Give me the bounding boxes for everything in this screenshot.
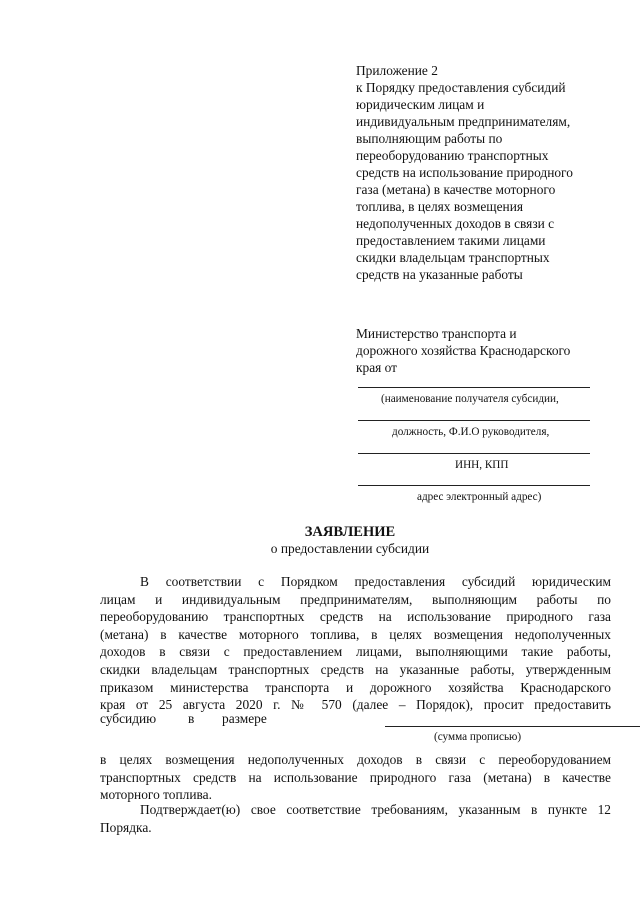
annex-line: средств на указанные работы (356, 267, 523, 282)
amount-word-in: в (188, 711, 195, 726)
annex-line: топлива, в целях возмещения (356, 199, 524, 214)
annex-line: газа (метана) в качестве моторного (356, 182, 556, 197)
position-caption: должность, Ф.И.О руководителя, (392, 426, 550, 438)
paragraph-line: переоборудованию транспортных средств на использование природного газа (100, 609, 611, 625)
position-line[interactable] (358, 420, 590, 421)
addressee-line: Министерство транспорта и (356, 326, 517, 341)
annex-line: скидки владельцам транспортных (356, 250, 550, 265)
paragraph-line: края от 25 августа 2020 г. № 570 (далее – Порядок), просит предоставить (100, 697, 611, 713)
annex-line: выполняющим работы по (356, 131, 503, 146)
annex-header (356, 62, 618, 283)
paragraph-line: транспортных средств на использование природного газа (метана) в качестве (100, 769, 611, 785)
amount-caption: (сумма прописью) (434, 731, 522, 743)
amount-word-size: размере (222, 711, 267, 726)
addressee-line: дорожного хозяйства Краснодарского (356, 343, 571, 358)
addressee-line: края от (356, 360, 398, 375)
document-title: ЗАЯВЛЕНИЕ (304, 524, 396, 540)
annex-line: переоборудованию транспортных (356, 148, 549, 163)
paragraph-line: Порядка. (100, 819, 152, 835)
amount-word-subsidy: субсидию (100, 711, 157, 726)
paragraph-line: скидки владельцам транспортных средств на указанные работы, утвержденным (100, 661, 611, 677)
annex-line: индивидуальным предпринимателям, (356, 114, 571, 129)
paragraph-line: моторного топлива. (100, 787, 212, 803)
annex-line: недополученных доходов в связи с (356, 216, 555, 231)
recipient-name-caption: (наименование получателя субсидии, (381, 393, 559, 405)
paragraph-line: приказом министерства транспорта и дорожного хозяйства Краснодарского (100, 679, 611, 695)
addressee-block (356, 325, 618, 376)
inn-kpp-line[interactable] (358, 453, 590, 454)
paragraph-main (100, 573, 611, 714)
paragraph-line: доходов в связи с предоставлением лицами, выполняющими такие работы, (100, 644, 611, 660)
document-subtitle: о предоставлении субсидии (270, 541, 430, 556)
annex-line: юридическим лицам и (356, 97, 485, 112)
paragraph-line: В соответствии с Порядком предоставления субсидий юридическим (140, 574, 611, 589)
paragraph-line: лицам и индивидуальным предпринимателям, выполняющим работы по (100, 591, 611, 607)
paragraph-line: Подтверждает(ю) свое соответствие требованиям, указанным в пункте 12 (140, 802, 611, 817)
email-line[interactable] (358, 485, 590, 486)
paragraph-compliance (100, 801, 611, 836)
amount-input-line[interactable] (385, 726, 640, 727)
paragraph-line: в целях возмещения недополученных доходов в связи с переоборудованием (100, 752, 611, 767)
annex-line: предоставлением такими лицами (356, 233, 546, 248)
paragraph-line: (метана) в качестве моторного топлива, в целях возмещения недополученных (100, 626, 611, 642)
recipient-name-line[interactable] (358, 387, 590, 388)
annex-line: Приложение 2 (356, 63, 438, 78)
annex-line: к Порядку предоставления субсидий (356, 80, 566, 95)
annex-line: средств на использование природного (356, 165, 573, 180)
email-caption: адрес электронный адрес) (417, 491, 542, 503)
inn-kpp-caption: ИНН, КПП (455, 459, 509, 471)
amount-row (100, 711, 611, 729)
paragraph-continuation (100, 751, 611, 804)
